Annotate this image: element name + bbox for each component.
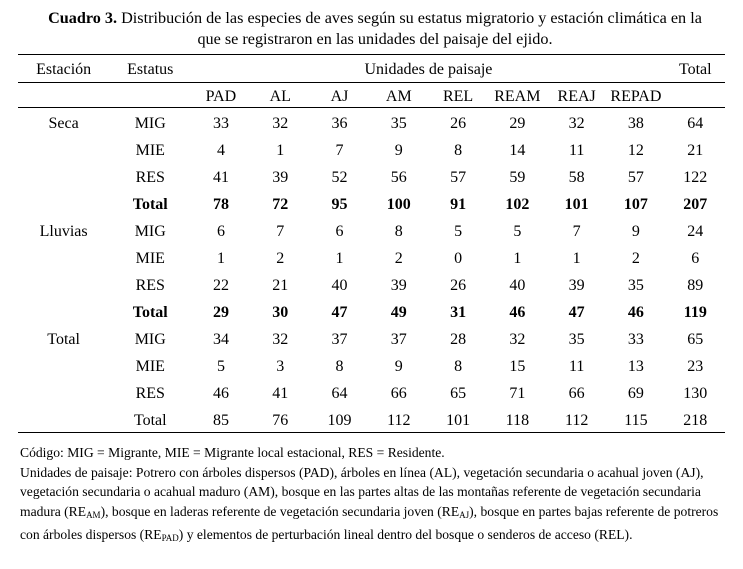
cell-value: 5 [216,357,225,375]
cell-value: 11 [568,141,585,159]
cell-value: 0 [454,249,463,267]
cell-value: 28 [450,330,467,348]
status-label: MIE [135,141,165,159]
cell-value: 1 [335,249,344,267]
cell-value: 91 [450,195,467,213]
cell-value: 8 [394,222,403,240]
cell-value: 26 [450,114,467,132]
cell-value: 32 [272,330,289,348]
table-row [18,353,725,380]
cell-value: 31 [450,303,467,321]
cell-value: 46 [212,384,229,402]
row-total: 24 [687,222,704,240]
cell-value: 8 [454,141,463,159]
table-row [18,191,725,218]
caption-line2: que se registraron en las unidades del paisaje del ejido. [197,30,553,48]
data-table [18,56,725,434]
row-total: 122 [683,168,708,186]
col-reaj: REAJ [557,87,596,105]
cell-value: 5 [454,222,463,240]
table-row [18,380,725,407]
table-row [18,245,725,272]
cell-value: 14 [509,141,526,159]
cell-value: 40 [331,276,348,294]
cell-value: 2 [631,249,640,267]
col-pad: PAD [205,87,237,105]
row-total: 21 [687,141,704,159]
cell-value: 9 [394,357,403,375]
cell-value: 47 [568,303,585,321]
cell-value: 39 [568,276,585,294]
table-notes [20,443,726,549]
cell-value: 112 [564,411,589,429]
col-al: AL [269,87,291,105]
cell-value: 102 [505,195,530,213]
row-total: 218 [683,411,708,429]
row-total: 119 [683,303,707,321]
cell-value: 1 [513,249,522,267]
table-row [18,164,725,191]
cell-value: 1 [216,249,225,267]
cell-value: 115 [624,411,648,429]
row-total: 65 [687,330,704,348]
cell-value: 85 [212,411,229,429]
cell-value: 29 [212,303,229,321]
table-row [18,407,725,434]
cell-value: 64 [331,384,348,402]
table-caption [25,8,725,50]
cell-value: 11 [568,357,585,375]
row-total: 89 [687,276,704,294]
cell-value: 101 [564,195,589,213]
cell-value: 41 [212,168,229,186]
cell-value: 59 [509,168,526,186]
col-rel: REL [442,87,474,105]
cell-value: 65 [450,384,467,402]
season-label: Lluvias [39,222,88,240]
cell-value: 39 [390,276,407,294]
cell-value: 39 [272,168,289,186]
cell-value: 3 [276,357,285,375]
col-aj: AJ [330,87,349,105]
cell-value: 32 [568,114,585,132]
cell-value: 57 [627,168,644,186]
col-am: AM [385,87,412,105]
notes-unidades: Unidades de paisaje: Potrero con árboles dispersos (PAD), árboles en línea (AL), vegetación secundaria o acahual joven (AJ), vegetación secundaria o acahual maduro (AM), bosque en las partes altas de las montañas referente de vegetación secundaria madura $(RE_{AM})$, bosque en laderas referente de vegetación secundaria joven $(RE_{AJ})$, bosque en partes bajas referente de potreros con árboles dispersos $(RE_{PAD})$ y elementos de perturbación lineal dentro del bosque o senderos de acceso (REL). [20,464,719,543]
cell-value: 21 [272,276,289,294]
cell-value: 47 [331,303,348,321]
cell-value: 36 [331,114,348,132]
cell-value: 2 [276,249,285,267]
notes-codigo: Código: MIG = Migrante, MIE = Migrante local estacional, RES = Residente. [20,445,445,460]
cell-value: 29 [509,114,526,132]
row-total: 6 [691,249,700,267]
cell-value: 35 [568,330,585,348]
top-rule [18,54,725,55]
cell-value: 13 [627,357,644,375]
col-repad: REPAD [610,87,662,105]
cell-value: 7 [335,141,344,159]
cell-value: 46 [509,303,526,321]
cell-value: 58 [568,168,585,186]
season-label: Total [47,330,80,348]
cell-value: 33 [627,330,644,348]
cell-value: 109 [327,411,352,429]
cell-value: 30 [272,303,289,321]
season-label: Seca [48,114,79,132]
caption-line1: Distribución de las especies de aves según su estatus migratorio y estación climática en la [121,9,702,27]
table-row [18,299,725,326]
cell-value: 38 [627,114,644,132]
cell-value: 101 [446,411,471,429]
header-row [18,56,725,83]
cell-value: 100 [386,195,411,213]
cell-value: 72 [272,195,289,213]
cell-value: 22 [212,276,229,294]
subheader-row [18,83,725,110]
cell-value: 8 [335,357,344,375]
cell-value: 46 [627,303,644,321]
col-unidades: Unidades de paisaje [364,60,493,78]
cell-value: 5 [513,222,522,240]
status-label: MIG [134,222,166,240]
cell-value: 32 [272,114,289,132]
cell-value: 52 [331,168,348,186]
caption-label: Cuadro 3. [48,9,118,27]
cell-value: 41 [272,384,289,402]
cell-value: 1 [276,141,285,159]
cell-value: 9 [631,222,640,240]
cell-value: 33 [212,114,229,132]
cell-value: 32 [509,330,526,348]
status-label: RES [135,384,165,402]
cell-value: 34 [212,330,229,348]
cell-value: 76 [272,411,289,429]
status-label: RES [135,168,165,186]
col-estacion: Estación [36,60,92,78]
cell-value: 35 [627,276,644,294]
table-row [18,218,725,245]
cell-value: 95 [331,195,348,213]
cell-value: 56 [390,168,407,186]
cell-value: 15 [509,357,526,375]
table-row [18,110,725,137]
cell-value: 12 [627,141,644,159]
cell-value: 57 [450,168,467,186]
cell-value: 26 [450,276,467,294]
col-total: Total [678,60,712,78]
cell-value: 112 [387,411,411,429]
cell-value: 66 [390,384,407,402]
cell-value: 37 [331,330,348,348]
col-estatus: Estatus [127,60,174,78]
cell-value: 69 [627,384,644,402]
cell-value: 6 [216,222,225,240]
table-row [18,137,725,164]
col-ream: REAM [494,87,541,105]
row-total: 23 [687,357,704,375]
cell-value: 8 [454,357,463,375]
cell-value: 78 [212,195,229,213]
table-row [18,272,725,299]
status-label: MIG [134,330,166,348]
row-total: 207 [683,195,708,213]
status-label: MIE [135,249,165,267]
status-label: MIG [134,114,166,132]
cell-value: 1 [572,249,581,267]
cell-value: 71 [509,384,526,402]
status-label: Total [133,411,167,429]
cell-value: 107 [623,195,648,213]
cell-value: 7 [276,222,285,240]
cell-value: 6 [335,222,344,240]
row-total: 64 [687,114,704,132]
status-label: RES [135,276,165,294]
cell-value: 7 [572,222,581,240]
cell-value: 2 [394,249,403,267]
cell-value: 66 [568,384,585,402]
cell-value: 37 [390,330,407,348]
status-label: Total [132,195,168,213]
cell-value: 40 [509,276,526,294]
status-label: MIE [135,357,165,375]
cell-value: 4 [216,141,225,159]
cell-value: 49 [390,303,407,321]
cell-value: 35 [390,114,407,132]
cell-value: 9 [394,141,403,159]
table-row [18,326,725,353]
cell-value: 118 [505,411,530,429]
row-total: 130 [683,384,708,402]
status-label: Total [132,303,168,321]
